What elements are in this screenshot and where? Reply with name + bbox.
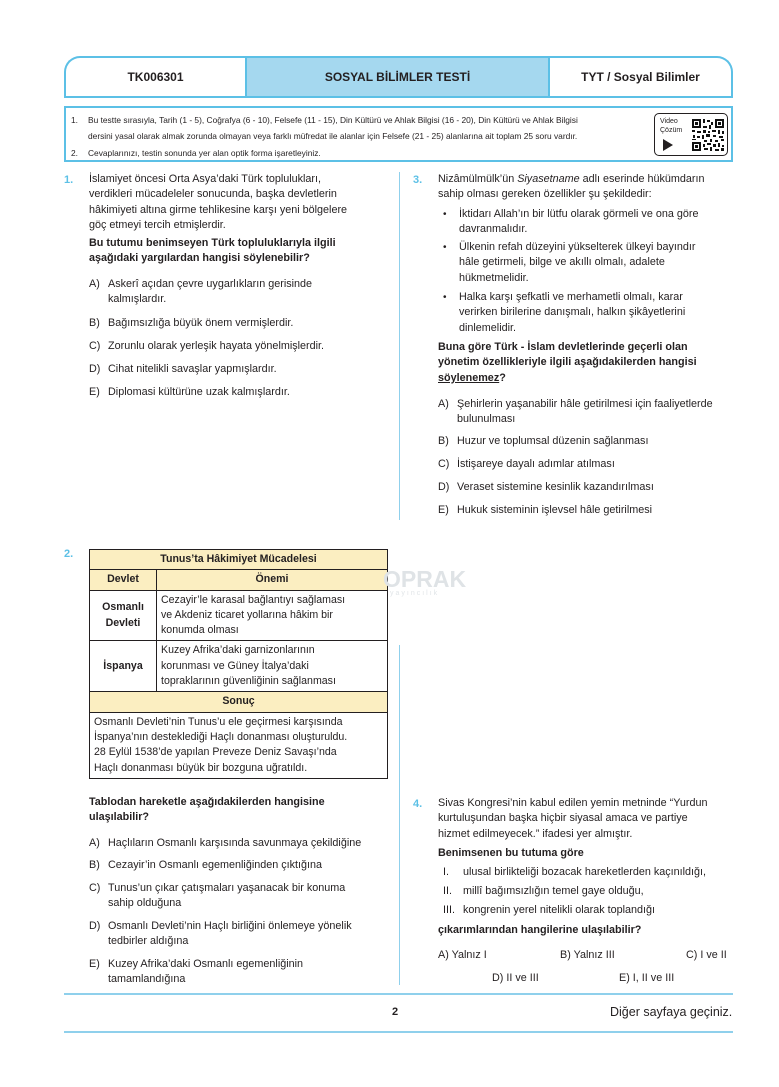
table-row [90,641,388,692]
table-title: Tunus’ta Hâkimiyet Mücadelesi [90,550,388,570]
play-icon[interactable] [663,139,673,151]
instructions-box [64,106,733,162]
column-header: Önemi [157,570,388,590]
table-row [90,590,388,641]
instruction-line: Bu testte sırasıyla, Tarih (1 - 5), Coğrafya (6 - 10), Felsefe (11 - 15), Din Kültürü ve Ahlak Bilgisi (16 - 20), Din Kültürü ve Ahlak Bilgisi [88,115,578,125]
option-a[interactable]: A) Yalnız I [438,949,487,961]
instruction-line: dersini yasal olarak almak zorunda olmayan veya farklı müfredat ile alanlar için Felsefe (21 - 25) alanlarına ait toplam 25 soru vardır. [88,131,578,141]
question-lead: Benimsenen bu tutuma göre [438,847,584,859]
qr-code-icon[interactable] [691,118,725,152]
column-divider [399,172,400,520]
question-number: 1. [64,174,74,186]
table-cell-state: İspanya [90,641,157,692]
question-number: 4. [413,798,423,810]
footer-divider [64,993,733,995]
footer-divider [64,1031,733,1033]
question-prompt: çıkarımlarından hangilerine ulaşılabilir? [438,924,642,936]
video-label: Video [660,118,678,125]
result-text: Osmanlı Devleti’nin Tunus’u ele geçirmesi karşısında İspanya’nın desteklediği Haçlı donanması oluşturuldu. 28 Eylül 1538’de yapılan Preveze Deniz Savaşı’nda Haçlı donanması büyük bir bozguna uğratıldı. [90,712,388,778]
question-stem: İslamiyet öncesi Orta Asya’daki Türk toplulukları, verdikleri mücadeleler sonucunda, başka devletlerin hâkimiyeti altına girme tehlikesine karşı yeni bölgelere göç etmeyi tercih etmişlerdir. [89,173,348,232]
instruction-number: 2. [71,148,78,158]
booklet-code: TK006301 [64,56,245,98]
question-stem: Nizâmülmülk’ün Siyasetname adlı eserinde hükümdarın sahip olması gereken özellikler şu şekildedir: [438,173,705,201]
question-prompt: Tablodan hareketle aşağıdakilerden hangisine ulaşılabilir? [89,796,325,824]
test-title: SOSYAL BİLİMLER TESTİ [245,56,550,98]
page-number: 2 [392,1006,399,1018]
video-label: Çözüm [660,127,683,134]
video-solution-button[interactable] [654,113,728,156]
result-header: Sonuç [90,692,388,712]
column-header: Devlet [90,570,157,590]
question-number: 3. [413,174,423,186]
publisher-watermark-sub: yayıncılık [390,590,440,597]
question-prompt: Buna göre Türk - İslam devletlerinde geçerli olan yönetim özellikleriyle ilgili aşağıdakilerden hangisi söylenemez? [438,341,697,384]
instruction-number: 1. [71,115,78,125]
column-divider [399,645,400,985]
question-number: 2. [64,548,74,560]
table-cell-state: Osmanlı Devleti [90,590,157,641]
next-page-note: Diğer sayfaya geçiniz. [610,1005,733,1019]
exam-name: TYT / Sosyal Bilimler [550,56,733,98]
option-b[interactable]: B) Yalnız III [560,949,615,961]
option-d[interactable]: D) II ve III [492,972,539,984]
publisher-watermark: OPRAK [383,566,467,592]
table-cell-importance: Kuzey Afrika’daki garnizonlarının korunması ve Güney İtalya’daki topraklarının güvenliğinin sağlanması [157,641,388,692]
data-table [89,549,388,779]
instruction-line: Cevaplarınızı, testin sonunda yer alan optik forma işaretleyiniz. [88,148,321,158]
option-e[interactable]: E) I, II ve III [619,972,675,984]
question-stem: Sivas Kongresi’nin kabul edilen yemin metninde “Yurdun kurtuluşundan başka hiçbir siyasal amaca ve partiye hizmet edilmeyecek.” ifadesi yer almıştır. [438,797,708,840]
option-c[interactable]: C) I ve II [686,949,727,961]
table-cell-importance: Cezayir’le karasal bağlantıyı sağlaması ve Akdeniz ticaret yollarına hâkim bir konumda olması [157,590,388,641]
question-prompt: Bu tutumu benimseyen Türk topluluklarıyla ilgili aşağıdaki yargılardan hangisi söylenebilir? [89,237,336,265]
